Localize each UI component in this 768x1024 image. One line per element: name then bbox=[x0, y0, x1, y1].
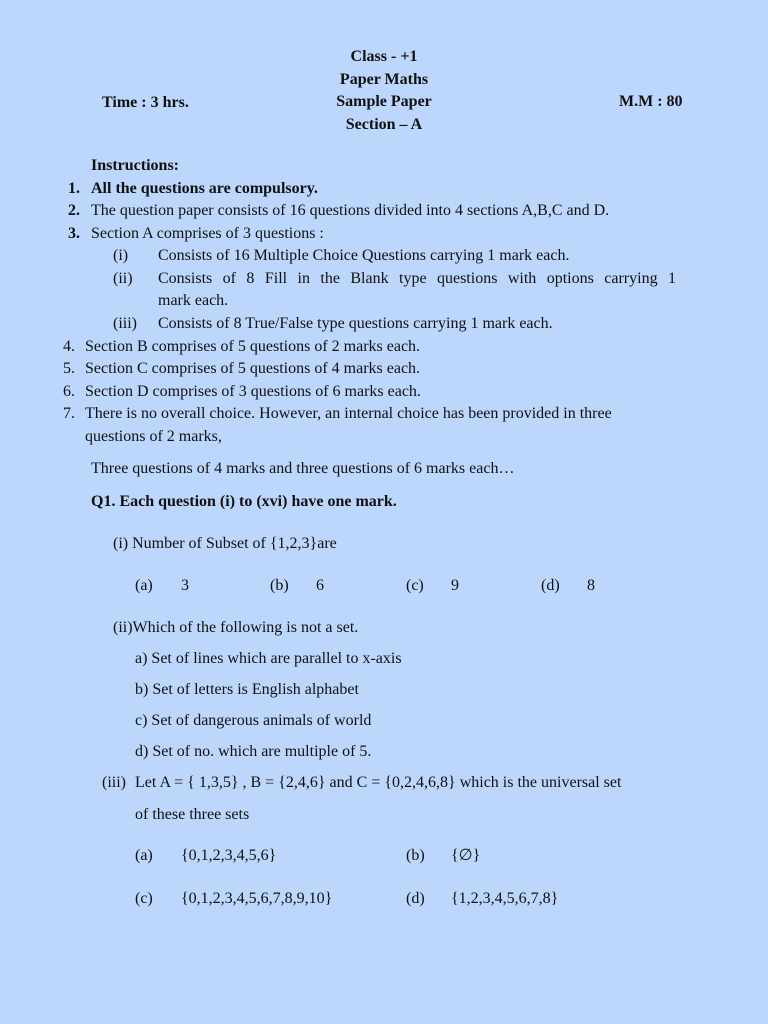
question-continuation: of these three sets bbox=[135, 806, 250, 823]
option-text: d) Set of no. which are multiple of 5. bbox=[135, 743, 372, 760]
instruction-text: All the questions are compulsory. bbox=[91, 180, 318, 197]
question-text: (i) Number of Subset of {1,2,3}are bbox=[113, 535, 337, 552]
time-label: Time : 3 hrs. bbox=[102, 94, 189, 111]
question-text: Let A = { 1,3,5} , B = {2,4,6} and C = {0,2,4,6,8} which is the universal set bbox=[135, 774, 622, 791]
instruction-text: Section A comprises of 3 questions : bbox=[91, 225, 324, 242]
instruction-extra: Three questions of 4 marks and three questions of 6 marks each… bbox=[91, 460, 515, 477]
option-value: {1,2,3,4,5,6,7,8} bbox=[451, 890, 559, 907]
instruction-text: Section D comprises of 3 questions of 6 marks each. bbox=[85, 383, 421, 400]
sub-instruction-text: Consists of 8 Fill in the Blank type questions with options carrying 1 bbox=[158, 270, 676, 287]
option-value: {0,1,2,3,4,5,6,7,8,9,10} bbox=[181, 890, 333, 907]
section-label: Section – A bbox=[345, 116, 423, 133]
instruction-num: 3. bbox=[68, 225, 80, 242]
class-label: Class - +1 bbox=[350, 48, 418, 65]
option-value: {0,1,2,3,4,5,6} bbox=[181, 847, 277, 864]
sub-instruction-continuation: mark each. bbox=[158, 292, 229, 309]
option-label: (c) bbox=[406, 577, 424, 594]
option-label: (d) bbox=[541, 577, 560, 594]
question-text: (ii)Which of the following is not a set. bbox=[113, 619, 359, 636]
sub-instruction-num: (iii) bbox=[113, 315, 137, 332]
sample-paper-label: Sample Paper bbox=[336, 93, 432, 110]
instruction-text: The question paper consists of 16 questions divided into 4 sections A,B,C and D. bbox=[91, 202, 610, 219]
option-value: {∅} bbox=[451, 847, 481, 864]
sub-instruction-text: Consists of 16 Multiple Choice Questions carrying 1 mark each. bbox=[158, 247, 570, 264]
option-text: c) Set of dangerous animals of world bbox=[135, 712, 372, 729]
sub-instruction-text: Consists of 8 True/False type questions carrying 1 mark each. bbox=[158, 315, 553, 332]
option-label: (a) bbox=[135, 577, 153, 594]
instruction-num: 7. bbox=[63, 405, 75, 422]
sub-instruction-num: (i) bbox=[113, 247, 129, 264]
instruction-text: Section B comprises of 5 questions of 2 marks each. bbox=[85, 338, 421, 355]
instruction-num: 1. bbox=[68, 180, 80, 197]
option-value: 9 bbox=[451, 577, 459, 594]
option-value: 3 bbox=[181, 577, 189, 594]
option-label: (d) bbox=[406, 890, 425, 907]
option-label: (a) bbox=[135, 847, 153, 864]
sub-instruction-num: (ii) bbox=[113, 270, 133, 287]
instruction-num: 5. bbox=[63, 360, 75, 377]
option-text: a) Set of lines which are parallel to x-axis bbox=[135, 650, 402, 667]
option-label: (b) bbox=[406, 847, 425, 864]
option-value: 8 bbox=[587, 577, 595, 594]
instruction-num: 6. bbox=[63, 383, 75, 400]
instruction-text: Section C comprises of 5 questions of 4 marks each. bbox=[85, 360, 421, 377]
option-label: (c) bbox=[135, 890, 153, 907]
option-label: (b) bbox=[270, 577, 289, 594]
option-value: 6 bbox=[316, 577, 324, 594]
paper-title: Paper Maths bbox=[339, 71, 429, 88]
question-title: Q1. Each question (i) to (xvi) have one mark. bbox=[91, 493, 397, 510]
instruction-continuation: questions of 2 marks, bbox=[85, 428, 222, 445]
max-marks-label: M.M : 80 bbox=[619, 93, 683, 110]
instruction-num: 2. bbox=[68, 202, 80, 219]
question-num: (iii) bbox=[102, 774, 126, 791]
instruction-text: There is no overall choice. However, an internal choice has been provided in three bbox=[85, 405, 612, 422]
instructions-title: Instructions: bbox=[91, 157, 180, 174]
instruction-num: 4. bbox=[63, 338, 75, 355]
option-text: b) Set of letters is English alphabet bbox=[135, 681, 359, 698]
